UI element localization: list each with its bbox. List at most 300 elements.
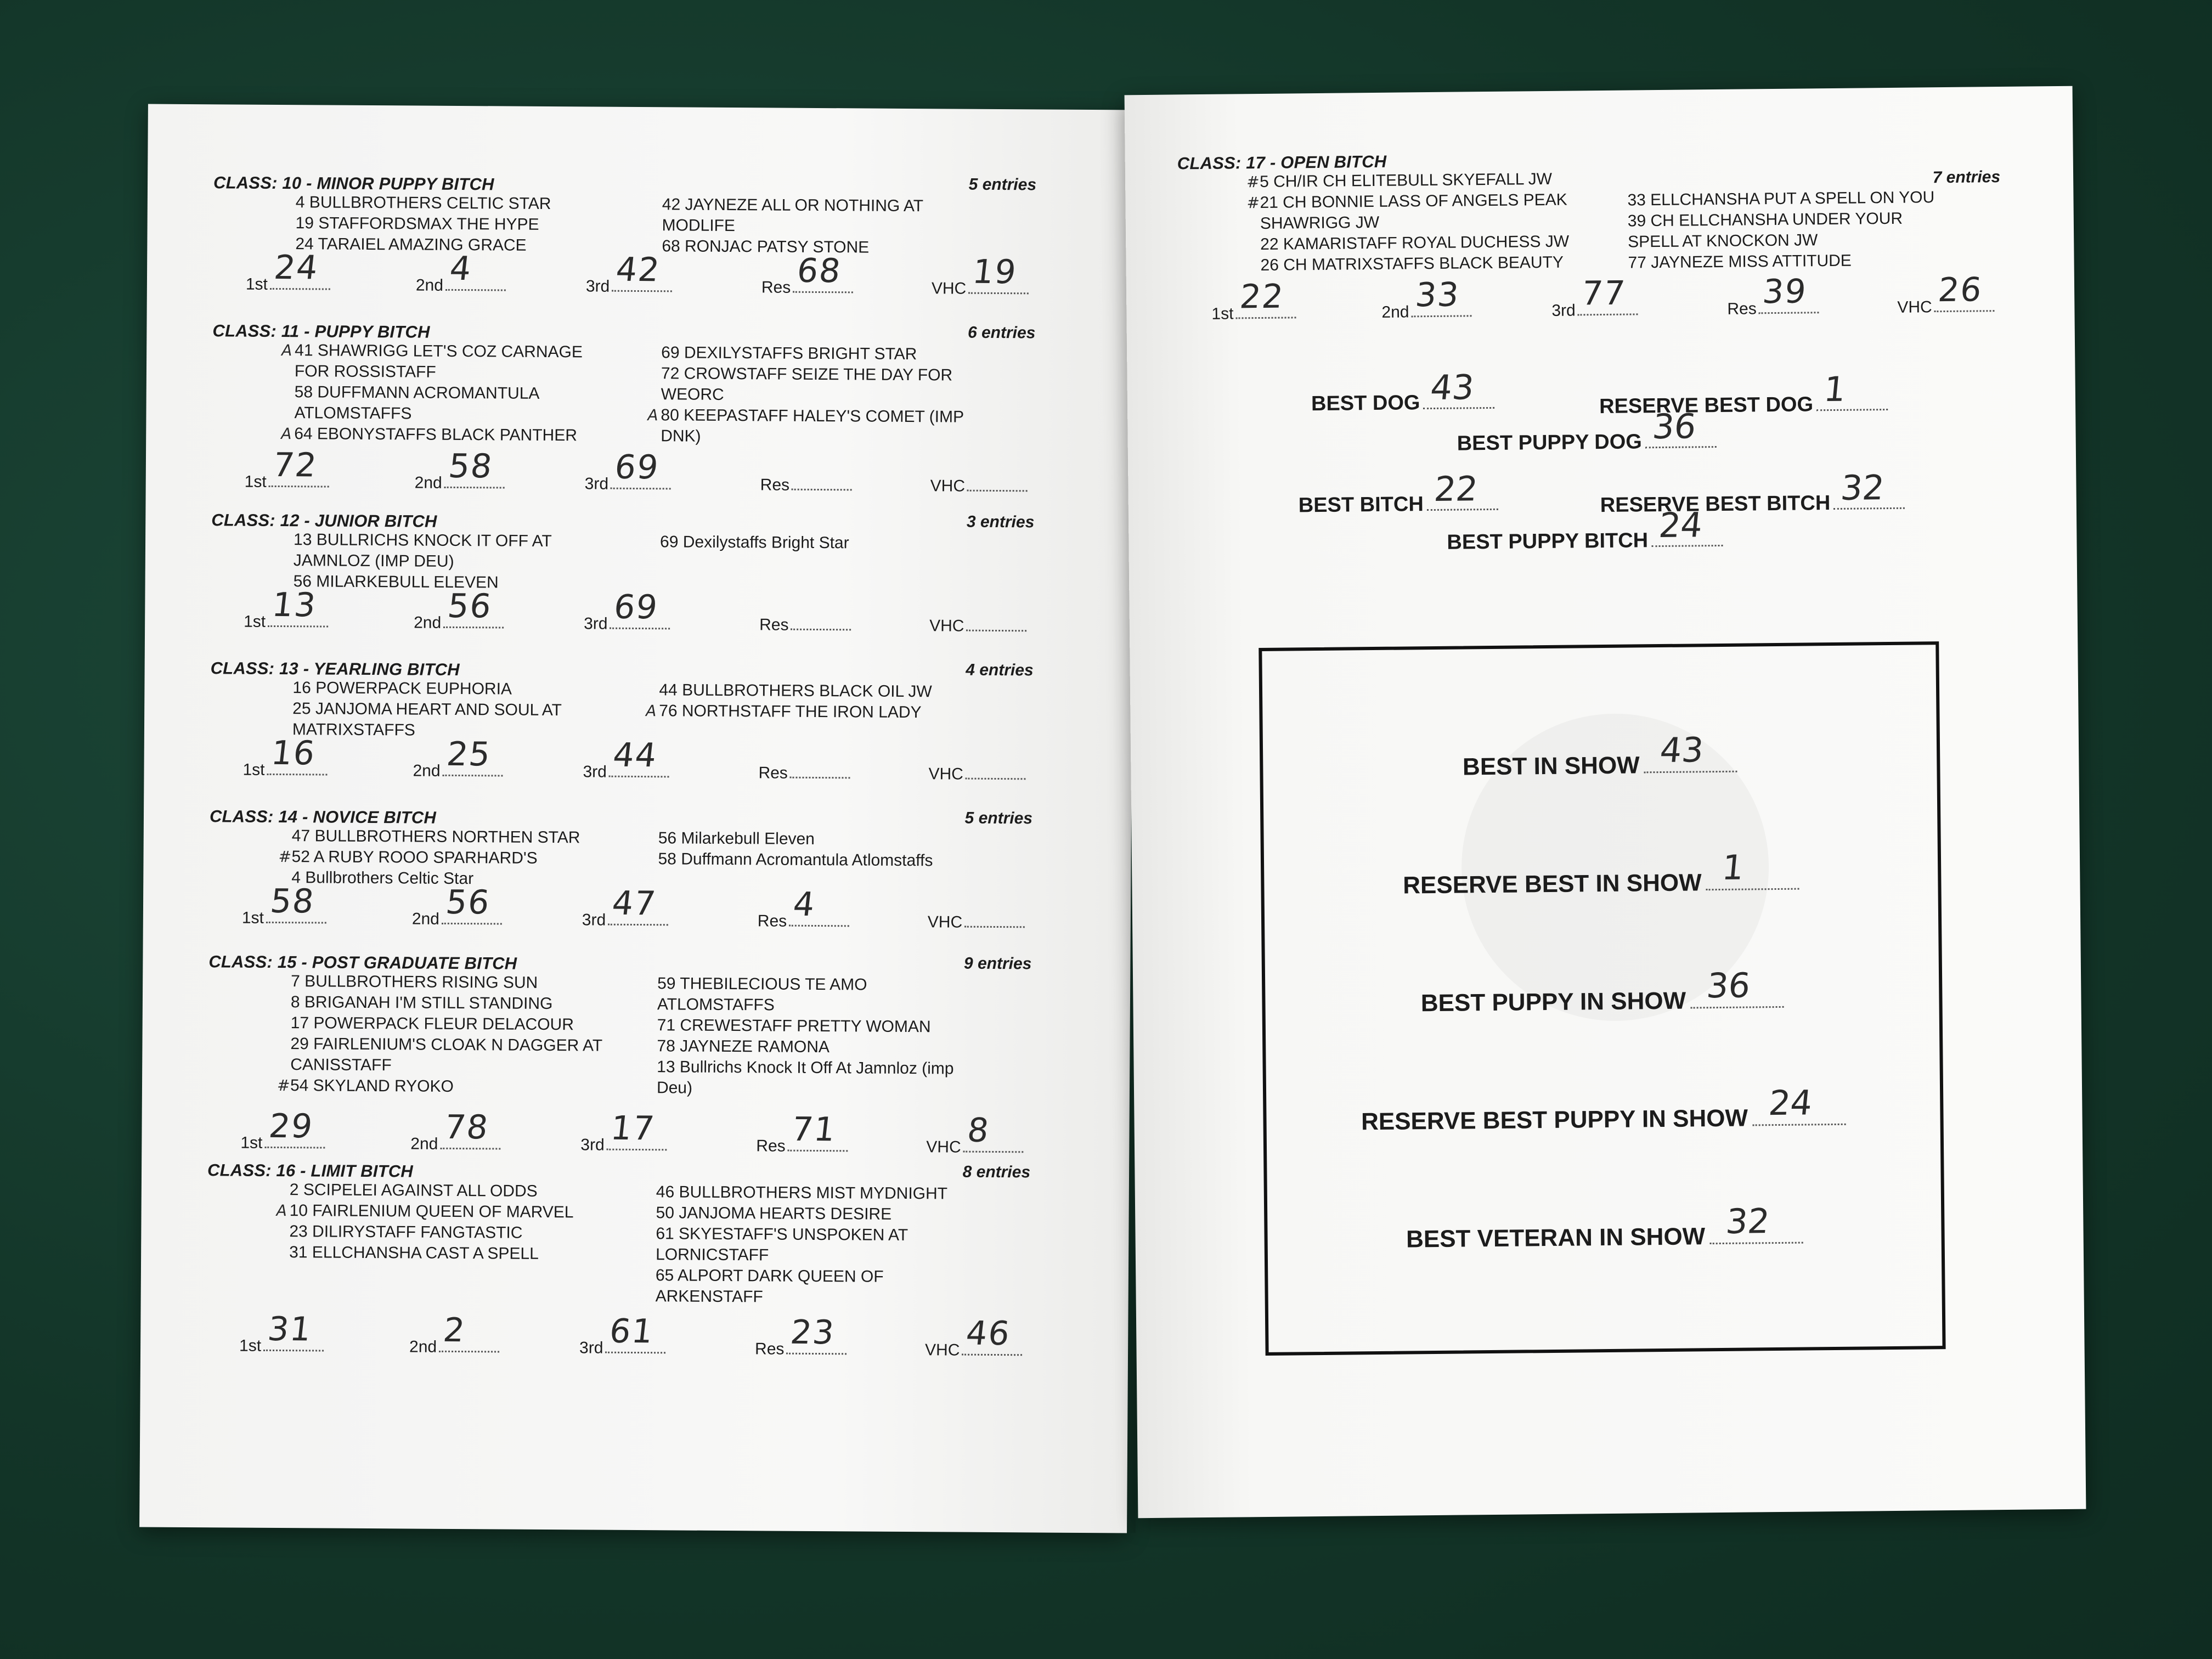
award-best-dog xyxy=(1311,367,1495,416)
placing-label: 3rd xyxy=(583,763,607,781)
entry-column xyxy=(1246,168,1623,276)
dog-entry xyxy=(1246,189,1622,234)
handwritten-number: 69 xyxy=(612,588,661,627)
handwritten-number: 16 xyxy=(269,733,318,773)
placing-label: Res xyxy=(760,476,790,494)
class-block xyxy=(210,658,1034,783)
placing-third xyxy=(584,448,672,494)
class-title: CLASS: 16 - LIMIT BITCH xyxy=(207,1160,414,1181)
dog-entry xyxy=(1628,207,1990,252)
dog-entry xyxy=(657,1057,1019,1101)
award-label: BEST BITCH xyxy=(1298,493,1424,517)
placing-third xyxy=(1551,274,1638,320)
placing-res xyxy=(757,885,850,931)
placing-dotted-line xyxy=(1934,270,1995,312)
absent-mark: A xyxy=(281,341,292,360)
dog-entry-text: 16 POWERPACK EUPHORIA xyxy=(292,679,512,698)
class-title: CLASS: 10 - MINOR PUPPY BITCH xyxy=(213,173,494,194)
class-title: CLASS: 11 - PUPPY BITCH xyxy=(212,321,430,342)
award-handwritten-value: 32 xyxy=(1839,467,1887,508)
handwritten-number: 13 xyxy=(270,585,319,625)
placing-label: Res xyxy=(1727,300,1757,318)
dog-entry xyxy=(647,405,1023,449)
entry-column xyxy=(276,1180,652,1265)
placing-label: 1st xyxy=(242,760,265,779)
dog-entry-text: 61 SKYESTAFF'S UNSPOKEN AT LORNICSTAFF xyxy=(656,1224,909,1265)
dog-entry-text: 41 SHAWRIGG LET'S COZ CARNAGE FOR ROSSISTAFF xyxy=(294,341,583,381)
handwritten-number: 31 xyxy=(266,1310,314,1349)
dog-entry-text: 8 BRIGANAH I'M STILL STANDING xyxy=(290,993,553,1013)
placing-label: 2nd xyxy=(411,910,440,928)
entry-column xyxy=(278,826,654,890)
dog-entry-text: 58 DUFFMANN ACROMANTULA ATLOMSTAFFS xyxy=(294,383,540,423)
dog-entry-text: 72 CROWSTAFF SEIZE THE DAY FOR WEORC xyxy=(661,364,953,404)
dog-entry xyxy=(659,680,1021,703)
placing-dotted-line xyxy=(268,585,328,628)
dog-entry-text: 22 KAMARISTAFF ROYAL DUCHESS JW xyxy=(1260,232,1570,253)
entry-column xyxy=(658,828,1020,872)
class-title: CLASS: 15 - POST GRADUATE BITCH xyxy=(208,952,517,973)
placing-label: Res xyxy=(756,1137,786,1155)
dog-entry xyxy=(294,382,656,426)
placing-dotted-line xyxy=(609,736,669,778)
dog-entry-text: 39 CH ELLCHANSHA UNDER YOUR SPELL AT KNOCKON JW xyxy=(1627,209,1903,251)
class-17-block xyxy=(1177,146,2011,323)
dog-entry-text: 69 DEXILYSTAFFS BRIGHT STAR xyxy=(661,343,917,364)
placing-first xyxy=(244,445,329,492)
handwritten-number: 58 xyxy=(268,882,317,921)
dog-entry-text: 21 CH BONNIE LASS OF ANGELS PEAK SHAWRIGG JW xyxy=(1260,190,1567,233)
dog-entry xyxy=(290,1034,652,1077)
handwritten-number: 58 xyxy=(447,447,495,486)
class-title: CLASS: 17 - OPEN BITCH xyxy=(1177,151,1387,173)
placing-res xyxy=(756,1110,848,1156)
dog-entry-text: 5 CH/IR CH ELITEBULL SKYEFALL JW xyxy=(1259,170,1553,191)
dog-entry xyxy=(289,1242,651,1265)
dog-entry-text: 19 STAFFORDSMAX THE HYPE xyxy=(295,214,539,234)
award-label: RESERVE BEST BITCH xyxy=(1600,492,1831,517)
dog-entry xyxy=(281,424,656,447)
class-entries-count: 8 entries xyxy=(962,1163,1031,1182)
award-handwritten-value: 36 xyxy=(1651,406,1698,447)
placing-dotted-line xyxy=(443,586,504,629)
handwritten-number: 44 xyxy=(611,736,660,775)
placing-label: 2nd xyxy=(409,1338,437,1356)
handwritten-number: 72 xyxy=(271,445,320,485)
handwritten-number: 8 xyxy=(965,1111,992,1150)
placing-label: 3rd xyxy=(582,911,606,929)
dog-entry xyxy=(276,1200,652,1223)
placing-third xyxy=(582,884,669,930)
placing-dotted-line xyxy=(611,448,671,490)
handwritten-number: 25 xyxy=(444,735,494,774)
handwritten-number: 4 xyxy=(448,249,475,289)
award-reserve-best-dog xyxy=(1599,369,1888,419)
placing-label: VHC xyxy=(928,765,963,783)
entry-column xyxy=(292,678,655,742)
placing-dotted-line xyxy=(439,1311,499,1353)
placing-res xyxy=(759,616,851,635)
placing-label: 1st xyxy=(240,1133,263,1152)
handwritten-number: 61 xyxy=(607,1312,656,1351)
dog-entry-text: 44 BULLBROTHERS BLACK OIL JW xyxy=(659,681,932,701)
placing-label: Res xyxy=(758,764,788,782)
placing-label: VHC xyxy=(929,617,964,635)
dog-entry xyxy=(1627,187,1989,211)
placing-label: VHC xyxy=(930,477,966,495)
dog-entry xyxy=(1260,231,1622,255)
dog-entry xyxy=(1246,168,1622,193)
handwritten-number: 4 xyxy=(791,885,818,924)
class-block xyxy=(212,321,1036,495)
handwritten-number: 17 xyxy=(609,1109,658,1148)
dog-entry xyxy=(646,701,1021,724)
placing-res xyxy=(754,1313,847,1359)
placings-row xyxy=(207,1107,1041,1157)
placing-dotted-line xyxy=(1412,275,1472,317)
dog-entry-text: 24 TARAIEL AMAZING GRACE xyxy=(295,235,527,255)
dog-entry-text: 2 SCIPELEI AGAINST ALL ODDS xyxy=(289,1181,538,1200)
absent-mark: A xyxy=(276,1201,287,1220)
placing-dotted-line xyxy=(266,882,326,924)
award-best-puppy-bitch xyxy=(1447,505,1723,555)
handwritten-number: 78 xyxy=(442,1108,491,1147)
placing-label: 1st xyxy=(1211,304,1234,323)
dog-entry xyxy=(289,1221,651,1244)
dog-entry-text: 4 BULLBROTHERS CELTIC STAR xyxy=(295,193,551,213)
handwritten-number: 2 xyxy=(441,1311,468,1350)
placing-vhc xyxy=(924,1314,1023,1360)
placing-label: 3rd xyxy=(1551,301,1576,320)
class-title: CLASS: 14 - NOVICE BITCH xyxy=(209,806,437,827)
handwritten-number: 46 xyxy=(964,1314,1013,1353)
dog-entry xyxy=(656,1223,1018,1267)
placing-first xyxy=(242,733,327,780)
dog-entry-text: 13 BULLRICHS KNOCK IT OFF AT JAMNLOZ (IMP DEU) xyxy=(293,531,552,571)
award-label: RESERVE BEST IN SHOW xyxy=(1403,869,1702,899)
placing-label: 1st xyxy=(245,275,268,294)
dog-entry-text: 42 JAYNEZE ALL OR NOTHING AT MODLIFE xyxy=(662,195,924,235)
dog-entry xyxy=(662,194,1024,238)
dog-entry xyxy=(281,340,657,384)
handwritten-number: 77 xyxy=(1580,274,1628,313)
entry-column xyxy=(646,680,1021,724)
class-entries-count: 6 entries xyxy=(967,323,1036,342)
placing-dotted-line xyxy=(793,251,853,294)
dog-entry xyxy=(291,1013,653,1036)
class-block xyxy=(208,952,1032,1156)
award-handwritten-value: 43 xyxy=(1429,367,1476,408)
dog-entry xyxy=(276,1075,652,1098)
placing-first xyxy=(245,248,330,295)
entry-column xyxy=(295,192,658,257)
placing-second xyxy=(414,447,505,493)
entry-column xyxy=(657,973,1019,1101)
dog-entry-text: 26 CH MATRIXSTAFFS BLACK BEAUTY xyxy=(1260,253,1564,274)
award-best-bitch xyxy=(1298,469,1498,517)
placing-vhc xyxy=(928,913,1025,932)
handwritten-number: 22 xyxy=(1238,277,1286,317)
handwritten-number: 29 xyxy=(267,1107,315,1146)
award-label: BEST IN SHOW xyxy=(1462,752,1640,781)
dog-entry xyxy=(278,847,653,870)
placing-res xyxy=(1727,272,1819,319)
entry-column xyxy=(662,194,1024,259)
class-entries-count: 9 entries xyxy=(963,954,1032,973)
entry-column xyxy=(294,529,656,594)
placing-dotted-line xyxy=(440,1108,500,1150)
class-entries-count: 7 entries xyxy=(1932,168,2001,187)
dog-entry-text: 65 ALPORT DARK QUEEN OF ARKENSTAFF xyxy=(655,1266,884,1306)
placing-res xyxy=(761,251,854,297)
placing-label: VHC xyxy=(924,1341,960,1359)
award-label: BEST PUPPY DOG xyxy=(1457,430,1643,455)
absent-mark: # xyxy=(1246,173,1260,191)
placing-dotted-line xyxy=(1236,277,1296,319)
entry-columns xyxy=(212,340,1035,460)
placing-dotted-line xyxy=(444,447,505,489)
dog-entry xyxy=(661,342,1023,365)
class-title: CLASS: 12 - JUNIOR BITCH xyxy=(211,510,437,531)
placing-label: 3rd xyxy=(584,614,608,633)
placing-second xyxy=(415,249,506,296)
dog-entry-text: 78 JAYNEZE RAMONA xyxy=(657,1037,830,1057)
placing-dotted-line xyxy=(964,926,1025,928)
placing-dotted-line xyxy=(963,1111,1024,1153)
handwritten-number: 26 xyxy=(1937,270,1985,310)
placing-label: 1st xyxy=(244,472,267,491)
award-reserve-best-puppy-in-show xyxy=(1266,1082,1940,1137)
placing-label: VHC xyxy=(926,1138,961,1156)
entry-columns xyxy=(206,1179,1030,1327)
handwritten-number: 56 xyxy=(444,883,493,922)
placing-second xyxy=(413,735,503,781)
placing-label: 1st xyxy=(244,612,266,631)
dog-entry-text: 56 MILARKEBULL ELEVEN xyxy=(293,572,499,592)
handwritten-number: 39 xyxy=(1761,272,1809,312)
dog-entry-text: 69 Dexilystaffs Bright Star xyxy=(659,533,849,552)
placing-third xyxy=(579,1312,666,1358)
dog-entry xyxy=(658,849,1020,872)
entry-column xyxy=(647,342,1023,449)
dog-entry-text: 4 Bullbrothers Celtic Star xyxy=(291,868,474,888)
placing-dotted-line xyxy=(263,1310,324,1352)
placing-first xyxy=(1211,277,1296,323)
placing-second xyxy=(409,1311,499,1357)
award-best-veteran-in-show xyxy=(1267,1201,1941,1255)
placing-vhc xyxy=(926,1111,1024,1157)
placing-dotted-line xyxy=(790,777,850,779)
dog-entry xyxy=(657,1015,1019,1038)
placings-row xyxy=(211,585,1045,636)
dog-entry xyxy=(660,532,1022,555)
placing-label: 3rd xyxy=(579,1339,603,1357)
dog-entry-text: 59 THEBILECIOUS TE AMO ATLOMSTAFFS xyxy=(657,974,867,1014)
handwritten-number: 56 xyxy=(445,586,494,626)
award-best-puppy-in-show xyxy=(1265,965,1939,1019)
award-reserve-best-bitch xyxy=(1600,467,1905,517)
placing-dotted-line xyxy=(610,588,670,630)
dog-entry-text: 46 BULLBROTHERS MIST MYDNIGHT xyxy=(656,1183,948,1203)
placing-label: Res xyxy=(757,912,787,930)
dog-entry-text: 71 CREWESTAFF PRETTY WOMAN xyxy=(657,1016,931,1036)
absent-mark: # xyxy=(278,848,292,866)
right-page xyxy=(1125,86,2086,1518)
dog-entry-text: 7 BULLBROTHERS RISING SUN xyxy=(291,972,538,992)
award-handwritten-value: 22 xyxy=(1432,469,1480,509)
award-label: RESERVE BEST DOG xyxy=(1599,393,1814,419)
placing-third xyxy=(583,736,669,782)
award-handwritten-value: 24 xyxy=(1767,1082,1814,1124)
placing-dotted-line xyxy=(966,630,1026,632)
dog-entry xyxy=(292,826,654,849)
placing-vhc xyxy=(929,617,1027,636)
absent-mark: A xyxy=(281,425,292,443)
entry-columns xyxy=(1177,165,2001,282)
handwritten-number: 71 xyxy=(790,1110,839,1149)
placing-dotted-line xyxy=(267,733,328,776)
placing-dotted-line xyxy=(1578,274,1638,315)
dog-entry xyxy=(291,992,653,1015)
award-reserve-best-in-show xyxy=(1264,847,1938,901)
award-label: BEST PUPPY BITCH xyxy=(1447,529,1649,554)
dog-entry-text: 31 ELLCHANSHA CAST A SPELL xyxy=(289,1243,539,1263)
dog-entry xyxy=(656,1182,1018,1205)
dog-entry-text: 54 SKYLAND RYOKO xyxy=(290,1076,454,1096)
class-entries-count: 3 entries xyxy=(966,512,1035,532)
dog-entry-text: 10 FAIRLENIUM QUEEN OF MARVEL xyxy=(289,1201,574,1222)
award-handwritten-value: 24 xyxy=(1657,505,1705,546)
dog-entry-text: 52 A RUBY ROOO SPARHARD'S xyxy=(291,848,538,867)
dog-entry-text: 64 EBONYSTAFFS BLACK PANTHER xyxy=(294,425,578,445)
class-entries-count: 4 entries xyxy=(966,661,1034,680)
best-in-show-box xyxy=(1259,641,1945,1356)
entry-column xyxy=(656,1182,1018,1309)
placing-second xyxy=(414,586,504,633)
class-block xyxy=(209,806,1033,932)
placing-dotted-line xyxy=(608,884,668,926)
placing-dotted-line xyxy=(966,778,1026,780)
dog-entry xyxy=(291,971,653,994)
dog-entry xyxy=(295,213,657,236)
dog-entry-text: 23 DILIRYSTAFF FANGTASTIC xyxy=(289,1222,523,1242)
handwritten-number: 47 xyxy=(610,884,659,923)
award-best-puppy-dog xyxy=(1457,406,1717,456)
placing-dotted-line xyxy=(791,629,851,631)
placing-label: 3rd xyxy=(585,277,610,296)
placing-first xyxy=(240,1107,325,1153)
placing-vhc xyxy=(931,252,1029,298)
award-best-in-show xyxy=(1263,730,1937,783)
class-block xyxy=(206,1160,1031,1359)
placing-label: 2nd xyxy=(415,276,444,295)
dog-entry xyxy=(1628,249,1990,273)
dog-entry xyxy=(296,192,658,215)
absent-mark: A xyxy=(647,406,658,425)
handwritten-number: 19 xyxy=(970,252,1019,292)
handwritten-number: 23 xyxy=(788,1313,837,1352)
entry-columns xyxy=(208,970,1032,1124)
dog-entry-text: 77 JAYNEZE MISS ATTITUDE xyxy=(1628,251,1852,272)
absent-mark: A xyxy=(646,702,657,720)
class-title: CLASS: 13 - YEARLING BITCH xyxy=(210,658,460,680)
placing-label: VHC xyxy=(927,913,963,932)
class-block xyxy=(211,510,1035,635)
dog-entry-text: 13 Bullrichs Knock It Off At Jamnloz (imp Deu) xyxy=(656,1058,954,1097)
placing-dotted-line xyxy=(788,1110,848,1152)
placings-row xyxy=(213,248,1047,298)
dog-entry xyxy=(292,678,654,701)
placings-row xyxy=(206,1310,1040,1360)
handwritten-number: 42 xyxy=(614,250,663,290)
dog-entry-text: 17 POWERPACK FLEUR DELACOUR xyxy=(290,1014,574,1034)
placing-dotted-line xyxy=(1759,272,1819,314)
class-entries-count: 5 entries xyxy=(964,809,1033,828)
class-list xyxy=(148,104,1136,1359)
placing-label: 2nd xyxy=(414,473,442,492)
placing-third xyxy=(584,588,670,634)
left-page xyxy=(139,104,1136,1533)
handwritten-number: 68 xyxy=(795,251,844,291)
entry-column xyxy=(281,340,657,447)
placing-vhc xyxy=(928,765,1026,784)
class-entries-count: 5 entries xyxy=(968,175,1037,194)
award-handwritten-value: 43 xyxy=(1658,730,1706,771)
dog-entry-text: 33 ELLCHANSHA PUT A SPELL ON YOU xyxy=(1627,188,1935,210)
dog-entry xyxy=(656,1265,1018,1309)
placings-row xyxy=(209,882,1043,932)
dog-entry xyxy=(295,234,657,257)
placing-second xyxy=(410,1108,500,1154)
placing-first xyxy=(239,1310,324,1356)
placing-label: VHC xyxy=(1897,298,1932,317)
placing-dotted-line xyxy=(442,883,502,925)
handwritten-number: 69 xyxy=(613,448,662,487)
award-handwritten-value: 32 xyxy=(1724,1201,1771,1242)
award-handwritten-value: 1 xyxy=(1822,369,1848,410)
placing-first xyxy=(244,585,328,632)
entry-column xyxy=(660,532,1022,555)
placing-label: 2nd xyxy=(410,1135,438,1153)
placing-dotted-line xyxy=(443,735,503,777)
placing-third xyxy=(585,250,673,296)
placing-vhc xyxy=(1897,270,1995,317)
dog-entry-text: 58 Duffmann Acromantula Atlomstaffs xyxy=(658,850,933,870)
placing-dotted-line xyxy=(612,250,672,292)
placing-dotted-line xyxy=(264,1107,325,1149)
dog-entry xyxy=(657,973,1019,1017)
class-block xyxy=(213,173,1037,298)
handwritten-number: 24 xyxy=(272,248,321,287)
placing-dotted-line xyxy=(607,1109,667,1151)
absent-mark: # xyxy=(276,1076,290,1095)
placing-label: 2nd xyxy=(1381,303,1409,321)
placing-label: 1st xyxy=(241,909,264,927)
placing-label: Res xyxy=(754,1340,785,1358)
class-block xyxy=(1177,146,2001,323)
dog-entry-text: 68 RONJAC PATSY STONE xyxy=(662,237,870,257)
placing-dotted-line xyxy=(445,249,506,291)
placing-label: Res xyxy=(761,278,791,297)
dog-entry-text: 80 KEEPASTAFF HALEY'S COMET (IMP DNK) xyxy=(661,406,964,445)
placing-dotted-line xyxy=(967,490,1028,492)
placings-row xyxy=(212,445,1046,496)
placing-label: Res xyxy=(759,616,789,634)
placing-label: VHC xyxy=(931,279,967,298)
placing-dotted-line xyxy=(270,248,330,290)
placing-label: 3rd xyxy=(584,475,609,493)
dog-entry-text: 56 Milarkebull Eleven xyxy=(658,829,815,848)
